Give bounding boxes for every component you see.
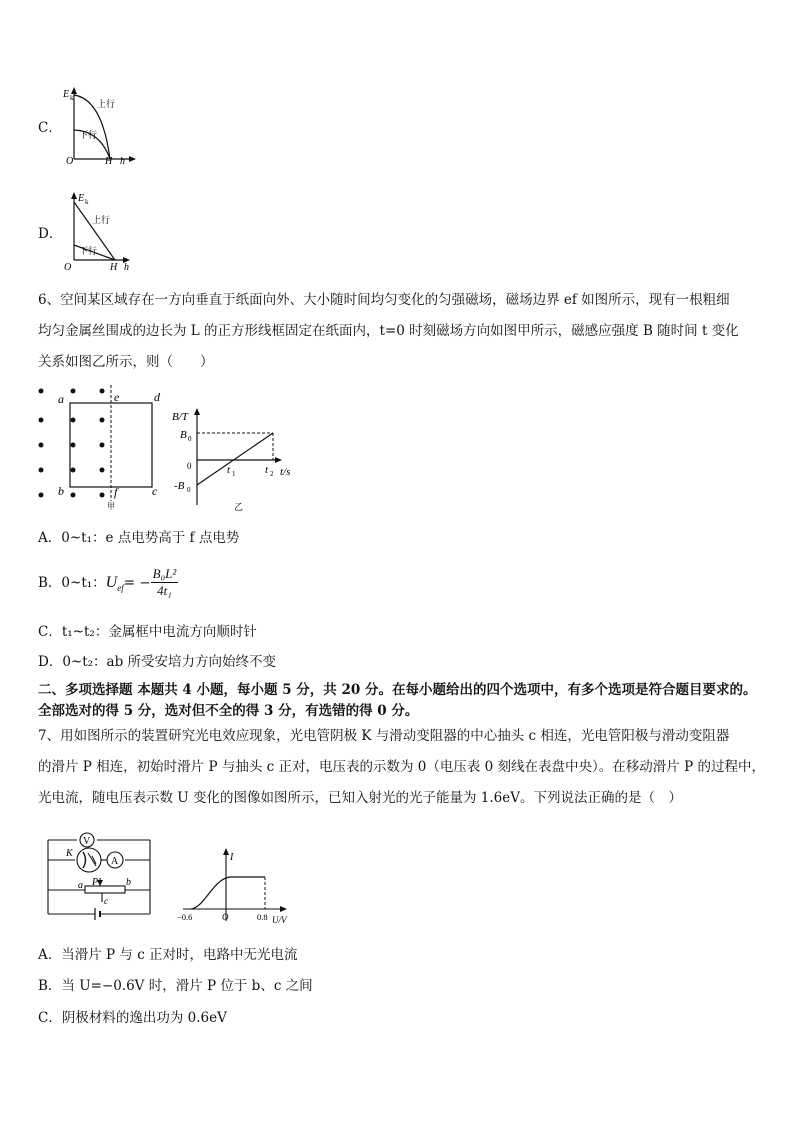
ylabel-sub: k [85, 198, 89, 206]
q6-line3: 关系如图乙所示，则（ ） [38, 354, 214, 370]
tick-neg-b0: -B [174, 480, 185, 492]
caption-yi: 乙 [234, 502, 244, 512]
label-down: 下行 [79, 130, 98, 140]
tick-t2: t [265, 464, 269, 476]
q7-line2: 的滑片 P 相连，初始时滑片 P 与抽头 c 正对，电压表的示数为 0（电压表 0 刻线在表盘中央）。在移动滑片 P 的过程中， [38, 759, 765, 775]
q6-option-a[interactable]: A．0~t₁：e 点电势高于 f 点电势 [38, 530, 240, 546]
option-d-label: D． [38, 226, 63, 242]
label-up: 上行 [97, 99, 116, 109]
origin: O [66, 156, 74, 167]
label-up: 上行 [92, 215, 111, 225]
graph-option-c [60, 85, 150, 167]
phototube [77, 848, 101, 872]
caption-jia: 甲 [107, 502, 115, 511]
voltmeter-label: V [83, 836, 91, 847]
tick-neg-0-6: −0.6 [177, 912, 193, 922]
formula-denominator: 4t₁ [157, 583, 172, 598]
label-p: P [92, 877, 99, 888]
label-a: a [58, 392, 64, 406]
option-c-label: C． [38, 120, 62, 136]
tick-neg-b0-sub: 0 [187, 486, 191, 494]
q6-line2: 均匀金属丝围成的边长为 L 的正方形线框固定在纸面内，t=0 时刻磁场方向如图甲所示，磁感应强度 B 随时间 t 变化 [38, 323, 739, 339]
q7-option-a[interactable]: A．当滑片 P 与 c 正对时，电路中无光电流 [38, 947, 298, 963]
formula-u: U [105, 573, 118, 591]
q6-option-c[interactable]: C．t₁~t₂：金属框中电流方向顺时针 [38, 624, 257, 640]
tick-t1: t [227, 464, 231, 476]
figure-i-u-graph [175, 843, 295, 928]
label-k: K [66, 848, 73, 859]
field-dots [39, 389, 105, 498]
tick-t1-sub: 1 [232, 470, 236, 478]
ylabel: I [230, 852, 234, 863]
xtick-h: H [105, 156, 113, 167]
figure-photoelectric-circuit [40, 822, 165, 932]
q7-line3: 光电流，随电压表示数 U 变化的图像如图所示，已知入射光的光子能量为 1.6eV。下列说法正确的是（ ） [38, 790, 682, 806]
q7-option-c[interactable]: C．阴极材料的逸出功为 0.6eV [38, 1010, 227, 1026]
label-c: c [152, 484, 158, 498]
label-b: b [126, 877, 131, 888]
label-a: a [78, 880, 83, 891]
ylabel: B/T [172, 411, 188, 423]
q6-option-d[interactable]: D．0~t₂：ab 所受安培力方向始终不变 [38, 654, 277, 670]
q6-option-b[interactable] [38, 566, 178, 599]
ammeter-label: A [111, 856, 119, 867]
label-b: b [58, 484, 64, 498]
label-f: f [114, 485, 118, 499]
section2-heading-line2: 全部选对的得 5 分，选对但不全的得 3 分，有选错的得 0 分。 [38, 703, 419, 719]
tick-b0: B [180, 429, 187, 441]
label-d: d [154, 390, 160, 404]
label-c: c [104, 896, 108, 906]
xlabel: U/V [272, 915, 287, 925]
q7-line1: 7、用如图所示的装置研究光电效应现象，光电管阴极 K 与滑动变阻器的中心抽头 c 相连，光电管阳极与滑动变阻器 [38, 728, 730, 744]
section2-heading-line1: 二、多项选择题 本题共 4 小题，每小题 5 分，共 20 分。在每小题给出的四个选项中，有多个选项是符合题目要求的。 [38, 682, 757, 698]
tick-b0-sub: 0 [188, 435, 192, 443]
formula-numerator: B₀L² [152, 566, 177, 581]
xlabel: h [120, 156, 125, 167]
ylabel: E [78, 193, 85, 204]
formula-eq: = − [123, 574, 151, 591]
option-b-prefix: B．0~t₁： [38, 574, 106, 591]
xlabel: h [124, 262, 129, 272]
photocurrent-curve [191, 877, 265, 909]
xtick-h: H [110, 262, 118, 272]
figure-jia-magnetic-field [30, 383, 170, 513]
tick-zero: 0 [187, 461, 192, 471]
tick-0-8: 0.8 [257, 912, 268, 922]
formula-u-sub: ef [117, 582, 124, 593]
q7-option-b[interactable]: B．当 U=−0.6V 时，滑片 P 位于 b、c 之间 [38, 978, 313, 994]
rheostat [85, 886, 125, 893]
graph-option-d [60, 190, 150, 272]
tick-t2-sub: 2 [270, 470, 274, 478]
ylabel: E [63, 89, 70, 100]
label-e: e [114, 390, 120, 404]
q6-line1: 6、空间某区域存在一方向垂直于纸面向外、大小随时间均匀变化的匀强磁场，磁场边界 ef 如图所示，现有一根粗细 [38, 292, 730, 308]
label-down: 下行 [79, 246, 98, 256]
figure-yi-b-t-graph [170, 405, 300, 515]
origin: O [64, 262, 72, 272]
xlabel: t/s [280, 466, 291, 478]
origin: O [222, 912, 229, 922]
formula-fraction [151, 566, 179, 599]
ylabel-sub: k [70, 94, 74, 102]
